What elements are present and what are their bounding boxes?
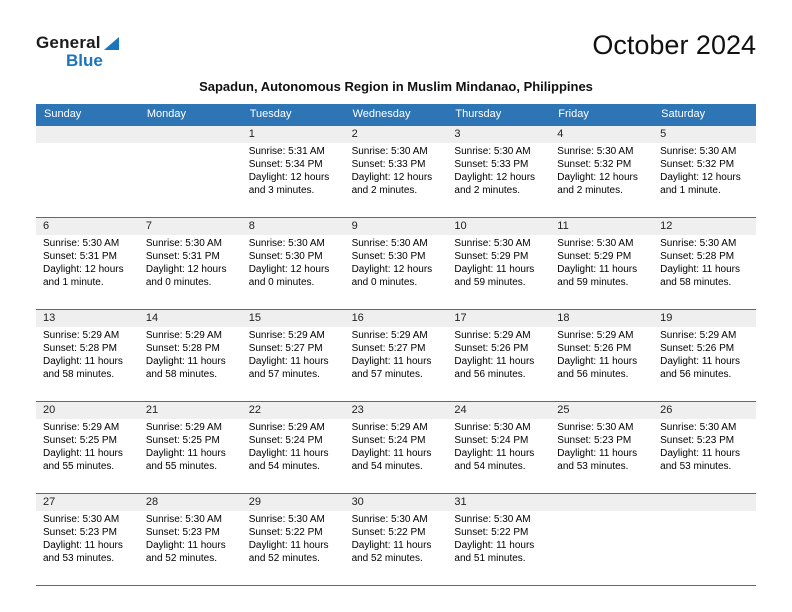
day-detail-line: and 1 minute. (43, 277, 104, 288)
day-detail-line: Sunset: 5:23 PM (145, 527, 220, 538)
day-cell (345, 419, 448, 493)
day-detail-line: Daylight: 12 hours (660, 172, 741, 183)
day-number: 27 (43, 496, 56, 508)
empty-day-number (139, 126, 242, 143)
day-detail-line: Sunset: 5:22 PM (351, 527, 426, 538)
day-detail-line: Sunrise: 5:30 AM (145, 514, 222, 525)
day-detail-line: Sunset: 5:27 PM (248, 343, 323, 354)
day-detail-line: Sunrise: 5:29 AM (557, 330, 634, 341)
day-detail-line: and 58 minutes. (660, 277, 732, 288)
day-detail-line: Sunrise: 5:30 AM (43, 238, 120, 249)
day-detail-line: Daylight: 11 hours (248, 448, 329, 459)
day-detail-line: Sunset: 5:34 PM (248, 159, 323, 170)
day-detail-line: Sunrise: 5:30 AM (351, 238, 428, 249)
day-detail-line: and 2 minutes. (557, 185, 623, 196)
day-number-strip (36, 402, 756, 419)
day-cell (242, 419, 345, 493)
day-number: 7 (145, 220, 152, 232)
day-detail-line: Daylight: 11 hours (351, 448, 432, 459)
day-detail-line: Sunset: 5:30 PM (351, 251, 426, 262)
day-number: 2 (351, 128, 358, 140)
day-cell (36, 235, 139, 309)
day-detail-line: Daylight: 12 hours (43, 264, 124, 275)
day-number: 18 (557, 312, 570, 324)
empty-day-number (36, 126, 139, 143)
day-number: 23 (351, 404, 364, 416)
day-number: 19 (660, 312, 673, 324)
day-detail-line: Daylight: 11 hours (248, 356, 329, 367)
day-detail-line: Daylight: 11 hours (145, 356, 226, 367)
day-detail-line: and 54 minutes. (454, 461, 526, 472)
day-detail-line: Sunrise: 5:30 AM (557, 422, 634, 433)
day-detail-line: Sunset: 5:31 PM (43, 251, 117, 262)
day-number: 25 (557, 404, 570, 416)
day-detail-line: Sunrise: 5:30 AM (660, 146, 737, 157)
day-cell (550, 419, 653, 493)
day-number: 9 (351, 220, 358, 232)
day-content-row (36, 143, 756, 217)
day-cell (36, 327, 139, 401)
day-detail-line: Daylight: 11 hours (557, 356, 638, 367)
day-detail-line: Sunset: 5:29 PM (454, 251, 529, 262)
weekday-header-friday: Friday (558, 108, 589, 120)
day-detail-line: Daylight: 11 hours (660, 264, 740, 275)
day-detail-line: Sunrise: 5:30 AM (660, 238, 737, 249)
day-number: 10 (454, 220, 467, 232)
logo-text-blue: Blue (66, 51, 103, 70)
day-detail-line: Sunset: 5:26 PM (454, 343, 529, 354)
day-detail-line: and 3 minutes. (248, 185, 315, 196)
day-number-strip (36, 126, 756, 143)
day-number-strip (36, 494, 756, 511)
logo-triangle-icon (104, 37, 119, 50)
day-detail-line: Sunset: 5:23 PM (43, 527, 117, 538)
day-detail-line: and 52 minutes. (248, 553, 320, 564)
day-detail-line: Sunset: 5:24 PM (351, 435, 426, 446)
logo-line-1 (36, 34, 119, 51)
day-cell (139, 419, 242, 493)
day-number: 6 (43, 220, 50, 232)
day-detail-line: and 58 minutes. (43, 369, 115, 380)
day-cell (139, 327, 242, 401)
day-detail-line: Sunset: 5:22 PM (454, 527, 529, 538)
day-content-row (36, 511, 756, 585)
day-detail-line: and 0 minutes. (145, 277, 212, 288)
day-number: 5 (660, 128, 667, 140)
day-detail-line: Sunset: 5:28 PM (43, 343, 117, 354)
day-cell (653, 235, 756, 309)
day-number: 22 (248, 404, 261, 416)
day-detail-line: Sunset: 5:23 PM (660, 435, 735, 446)
day-number: 12 (660, 220, 673, 232)
day-detail-line: and 52 minutes. (351, 553, 423, 564)
day-detail-line: Sunrise: 5:30 AM (248, 238, 325, 249)
day-detail-line: Daylight: 12 hours (454, 172, 536, 183)
weekday-header-tuesday: Tuesday (249, 108, 292, 120)
day-number: 21 (145, 404, 159, 416)
weekday-header-monday: Monday (146, 108, 186, 120)
day-detail-line: and 59 minutes. (454, 277, 526, 288)
day-detail-line: Daylight: 11 hours (248, 540, 329, 551)
day-detail-line: Daylight: 11 hours (454, 356, 535, 367)
day-number-strip (36, 218, 756, 235)
day-detail-line: Sunrise: 5:30 AM (248, 514, 325, 525)
day-detail-line: Sunrise: 5:29 AM (248, 330, 325, 341)
day-cell (36, 511, 139, 585)
day-number: 16 (351, 312, 364, 324)
day-detail-line: and 52 minutes. (145, 553, 218, 564)
day-detail-line: Sunrise: 5:29 AM (660, 330, 737, 341)
day-detail-line: Sunrise: 5:30 AM (454, 146, 531, 157)
day-detail-line: and 0 minutes. (248, 277, 315, 288)
empty-day-cell (653, 511, 756, 585)
day-detail-line: and 55 minutes. (43, 461, 115, 472)
day-detail-line: Sunset: 5:32 PM (557, 159, 632, 170)
day-detail-line: Daylight: 11 hours (351, 540, 432, 551)
weekday-header-sunday: Sunday (44, 108, 82, 120)
day-detail-line: Daylight: 11 hours (145, 448, 226, 459)
day-detail-line: Sunrise: 5:30 AM (557, 238, 634, 249)
day-detail-line: Sunrise: 5:31 AM (248, 146, 325, 157)
day-cell (447, 327, 550, 401)
day-detail-line: and 59 minutes. (557, 277, 629, 288)
day-detail-line: Sunrise: 5:30 AM (660, 422, 737, 433)
day-number: 1 (248, 128, 255, 140)
day-detail-line: and 54 minutes. (351, 461, 423, 472)
day-detail-line: Sunrise: 5:30 AM (454, 422, 531, 433)
day-detail-line: Daylight: 12 hours (351, 264, 433, 275)
day-cell (345, 511, 448, 585)
calendar-grid (36, 104, 756, 586)
day-cell (242, 327, 345, 401)
empty-day-number (653, 494, 756, 511)
day-detail-line: Sunset: 5:28 PM (145, 343, 220, 354)
day-detail-line: Sunrise: 5:30 AM (351, 146, 428, 157)
day-detail-line: and 1 minute. (660, 185, 721, 196)
day-detail-line: Sunrise: 5:30 AM (43, 514, 120, 525)
day-number: 28 (145, 496, 159, 508)
day-number: 8 (248, 220, 255, 232)
day-detail-line: and 54 minutes. (248, 461, 320, 472)
day-detail-line: Daylight: 11 hours (43, 356, 123, 367)
day-number: 17 (454, 312, 467, 324)
day-cell (653, 419, 756, 493)
day-detail-line: Daylight: 12 hours (557, 172, 638, 183)
empty-day-cell (36, 143, 139, 217)
day-detail-line: Daylight: 11 hours (145, 540, 226, 551)
day-detail-line: Sunrise: 5:30 AM (351, 514, 428, 525)
empty-day-number (550, 494, 653, 511)
day-detail-line: Sunrise: 5:30 AM (454, 514, 531, 525)
day-detail-line: Daylight: 11 hours (557, 448, 638, 459)
day-detail-line: and 51 minutes. (454, 553, 526, 564)
day-detail-line: Sunrise: 5:29 AM (454, 330, 531, 341)
day-detail-line: Sunrise: 5:29 AM (43, 330, 120, 341)
day-number: 3 (454, 128, 461, 140)
day-detail-line: Sunrise: 5:29 AM (43, 422, 120, 433)
day-detail-line: Sunset: 5:32 PM (660, 159, 735, 170)
day-detail-line: Sunrise: 5:29 AM (351, 422, 428, 433)
day-cell (139, 511, 242, 585)
day-detail-line: Sunset: 5:22 PM (248, 527, 323, 538)
day-detail-line: Sunset: 5:26 PM (660, 343, 735, 354)
day-detail-line: and 57 minutes. (248, 369, 320, 380)
day-number: 26 (660, 404, 673, 416)
day-cell (653, 327, 756, 401)
day-detail-line: and 56 minutes. (454, 369, 526, 380)
day-cell (242, 511, 345, 585)
page-title: October 2024 (592, 30, 756, 60)
day-detail-line: Sunset: 5:31 PM (145, 251, 220, 262)
day-cell (447, 235, 550, 309)
day-number: 31 (454, 496, 467, 508)
day-detail-line: Sunrise: 5:30 AM (145, 238, 222, 249)
day-detail-line: Daylight: 11 hours (454, 448, 535, 459)
day-detail-line: and 0 minutes. (351, 277, 418, 288)
day-detail-line: and 56 minutes. (557, 369, 629, 380)
day-cell (447, 511, 550, 585)
day-detail-line: and 55 minutes. (145, 461, 218, 472)
page-subtitle: Sapadun, Autonomous Region in Muslim Mindanao, Philippines (199, 79, 593, 94)
day-cell (550, 327, 653, 401)
day-cell (242, 235, 345, 309)
day-detail-line: Sunset: 5:28 PM (660, 251, 735, 262)
day-detail-line: Daylight: 11 hours (660, 356, 740, 367)
day-cell (345, 143, 448, 217)
day-number-strip (36, 310, 756, 327)
empty-day-cell (550, 511, 653, 585)
day-detail-line: Sunset: 5:27 PM (351, 343, 426, 354)
day-detail-line: Sunset: 5:29 PM (557, 251, 632, 262)
day-detail-line: Sunset: 5:33 PM (351, 159, 426, 170)
day-detail-line: and 53 minutes. (557, 461, 629, 472)
day-detail-line: and 58 minutes. (145, 369, 218, 380)
week-row (36, 126, 756, 217)
day-number: 13 (43, 312, 56, 324)
day-number: 24 (454, 404, 467, 416)
day-detail-line: Daylight: 11 hours (557, 264, 638, 275)
day-cell (345, 235, 448, 309)
day-number: 20 (43, 404, 56, 416)
day-cell (242, 143, 345, 217)
day-detail-line: Daylight: 12 hours (248, 172, 330, 183)
day-detail-line: and 53 minutes. (43, 553, 115, 564)
day-number: 30 (351, 496, 364, 508)
day-cell (550, 235, 653, 309)
week-row (36, 217, 756, 309)
day-detail-line: and 2 minutes. (454, 185, 521, 196)
logo-text-general: General (36, 33, 101, 52)
general-blue-logo (36, 34, 119, 69)
day-detail-line: and 56 minutes. (660, 369, 732, 380)
day-cell (139, 235, 242, 309)
day-detail-line: Sunrise: 5:29 AM (145, 330, 222, 341)
calendar-weeks (36, 126, 756, 585)
day-detail-line: Sunset: 5:30 PM (248, 251, 323, 262)
day-cell (345, 327, 448, 401)
day-detail-line: Sunrise: 5:29 AM (145, 422, 222, 433)
weekday-header-saturday: Saturday (661, 108, 706, 120)
day-cell (550, 143, 653, 217)
weekday-header-wednesday: Wednesday (352, 108, 411, 120)
day-number: 14 (145, 312, 159, 324)
day-detail-line: Daylight: 12 hours (145, 264, 227, 275)
day-detail-line: Daylight: 12 hours (248, 264, 330, 275)
day-number: 15 (248, 312, 261, 324)
day-detail-line: Sunrise: 5:29 AM (248, 422, 325, 433)
day-detail-line: Daylight: 12 hours (351, 172, 433, 183)
day-detail-line: Sunrise: 5:30 AM (557, 146, 634, 157)
day-detail-line: Sunset: 5:25 PM (145, 435, 220, 446)
day-detail-line: Sunset: 5:33 PM (454, 159, 529, 170)
day-detail-line: Sunset: 5:26 PM (557, 343, 632, 354)
day-detail-line: Daylight: 11 hours (43, 540, 123, 551)
week-row (36, 493, 756, 585)
week-row (36, 401, 756, 493)
day-detail-line: Sunset: 5:25 PM (43, 435, 117, 446)
weekday-header-row (36, 104, 756, 126)
day-detail-line: Daylight: 11 hours (454, 264, 535, 275)
day-detail-line: Sunset: 5:24 PM (454, 435, 529, 446)
day-number: 29 (248, 496, 261, 508)
day-content-row (36, 235, 756, 309)
day-detail-line: Sunrise: 5:30 AM (454, 238, 531, 249)
day-detail-line: Daylight: 11 hours (351, 356, 432, 367)
day-number: 4 (557, 128, 564, 140)
day-detail-line: and 53 minutes. (660, 461, 732, 472)
day-detail-line: Daylight: 11 hours (454, 540, 535, 551)
day-detail-line: Sunset: 5:24 PM (248, 435, 323, 446)
day-detail-line: and 57 minutes. (351, 369, 423, 380)
day-detail-line: Daylight: 11 hours (660, 448, 740, 459)
day-detail-line: Sunrise: 5:29 AM (351, 330, 428, 341)
empty-day-cell (139, 143, 242, 217)
week-row (36, 309, 756, 401)
day-cell (447, 419, 550, 493)
day-cell (653, 143, 756, 217)
day-detail-line: and 2 minutes. (351, 185, 418, 196)
day-detail-line: Daylight: 11 hours (43, 448, 123, 459)
day-content-row (36, 419, 756, 493)
day-number: 11 (557, 220, 569, 232)
day-content-row (36, 327, 756, 401)
weekday-header-thursday: Thursday (455, 108, 502, 120)
day-cell (36, 419, 139, 493)
day-detail-line: Sunset: 5:23 PM (557, 435, 632, 446)
day-cell (447, 143, 550, 217)
